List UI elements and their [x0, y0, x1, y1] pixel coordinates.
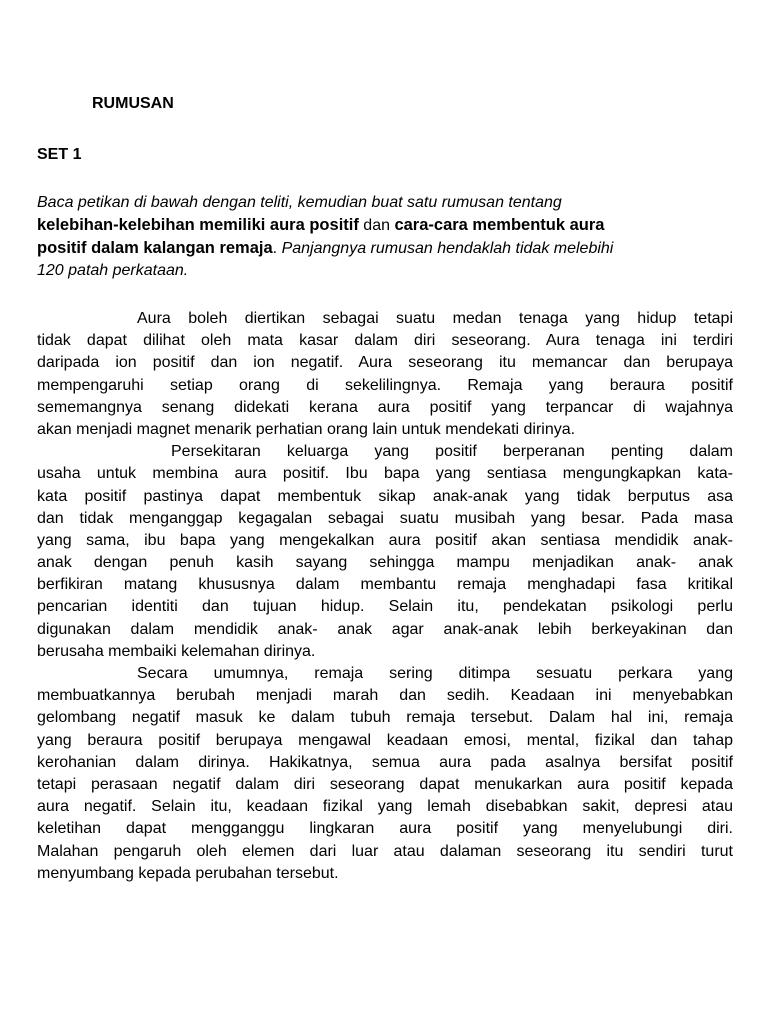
paragraph-3 — [37, 663, 733, 885]
instruction-line-2 — [37, 214, 737, 237]
document-title: RUMUSAN — [92, 95, 174, 112]
passage-line: yang sama, ibu bapa yang mengekalkan aura positif akan sentiasa mendidik anak- — [37, 531, 733, 549]
passage-line: Secara umumnya, remaja sering ditimpa sesuatu perkara yang — [137, 665, 733, 682]
instruction-bold-topic-b: cara-cara membentuk aura — [394, 216, 605, 234]
instruction-line-4 — [37, 260, 737, 282]
instruction-bold-topic-a: kelebihan-kelebihan memiliki aura positif — [37, 216, 359, 234]
passage-line: tetapi perasaan negatif dalam diri seseorang dapat menukarkan aura positif kepada — [37, 775, 733, 793]
passage-line: akan menjadi magnet menarik perhatian orang lain untuk mendekati dirinya. — [37, 420, 576, 438]
instruction-line-1 — [37, 192, 737, 214]
passage-line: pencarian identiti dan tujuan hidup. Selain itu, pendekatan psikologi perlu — [37, 598, 733, 616]
set-label: SET 1 — [37, 146, 82, 163]
passage-line: sememangnya senang didekati kerana aura positif yang terpancar di wajahnya — [37, 398, 733, 416]
passage-line: dan tidak menganggap kegagalan sebagai suatu musibah yang besar. Pada masa — [37, 509, 733, 527]
instruction-bold-topic-c: positif dalam kalangan remaja — [37, 239, 273, 257]
passage-line: anak dengan penuh kasih sayang sehingga mampu menjadikan anak- anak — [37, 554, 733, 572]
instruction-period: . — [272, 240, 278, 257]
instruction-italic-count: 120 patah perkataan. — [37, 262, 189, 279]
passage-line: membuatkannya berubah menjadi marah dan sedih. Keadaan ini menyebabkan — [37, 687, 733, 705]
passage-line: kerohanian dalam dirinya. Hakikatnya, semua aura pada asalnya bersifat positif — [37, 753, 733, 771]
passage-line: menyumbang kepada perubahan tersebut. — [37, 864, 339, 882]
passage-line: gelombang negatif masuk ke dalam tubuh remaja tersebut. Dalam hal ini, remaja — [37, 709, 733, 727]
instruction-line-3 — [37, 237, 737, 260]
instruction-italic-limit: Panjangnya rumusan hendaklah tidak melebihi — [277, 240, 614, 257]
passage-line: keletihan dapat mengganggu lingkaran aura positif yang menyelubungi diri. — [37, 820, 733, 838]
passage-line: tidak dapat dilihat oleh mata kasar dalam diri seseorang. Aura tenaga ini terdiri — [37, 332, 733, 350]
passage-line: aura negatif. Selain itu, keadaan fizikal yang lemah disebabkan sakit, depresi atau — [37, 798, 733, 816]
passage-line: daripada ion positif dan ion negatif. Aura seseorang itu memancar dan berupaya — [37, 354, 733, 372]
paragraph-2 — [37, 441, 733, 663]
passage-line: Malahan pengaruh oleh elemen dari luar atau dalaman seseorang itu sendiri turut — [37, 842, 733, 860]
passage-line: usaha untuk membina aura positif. Ibu bapa yang sentiasa mengungkapkan kata- — [37, 465, 733, 483]
instruction-italic-text: Baca petikan di bawah dengan teliti, kemudian buat satu rumusan tentang — [37, 194, 562, 211]
passage-line: digunakan dalam mendidik anak- anak agar anak-anak lebih berkeyakinan dan — [37, 620, 733, 638]
passage-line: Persekitaran keluarga yang positif berperanan penting dalam — [171, 443, 733, 461]
instruction-connector: dan — [358, 217, 395, 234]
passage — [37, 308, 733, 885]
passage-line: yang beraura positif berupaya mengawal keadaan emosi, mental, fizikal dan tahap — [37, 731, 733, 749]
instructions — [37, 192, 737, 282]
passage-line: berusaha membaiki kelemahan dirinya. — [37, 642, 316, 660]
paragraph-1 — [37, 308, 733, 441]
passage-line: mempengaruhi setiap orang di sekelilingnya. Remaja yang beraura positif — [37, 376, 733, 394]
passage-line: berfikiran matang khususnya dalam membantu remaja menghadapi fasa kritikal — [37, 576, 733, 594]
passage-line: kata positif pastinya dapat membentuk sikap anak-anak yang tidak berputus asa — [37, 487, 733, 505]
passage-line: Aura boleh diertikan sebagai suatu medan tenaga yang hidup tetapi — [137, 310, 733, 327]
